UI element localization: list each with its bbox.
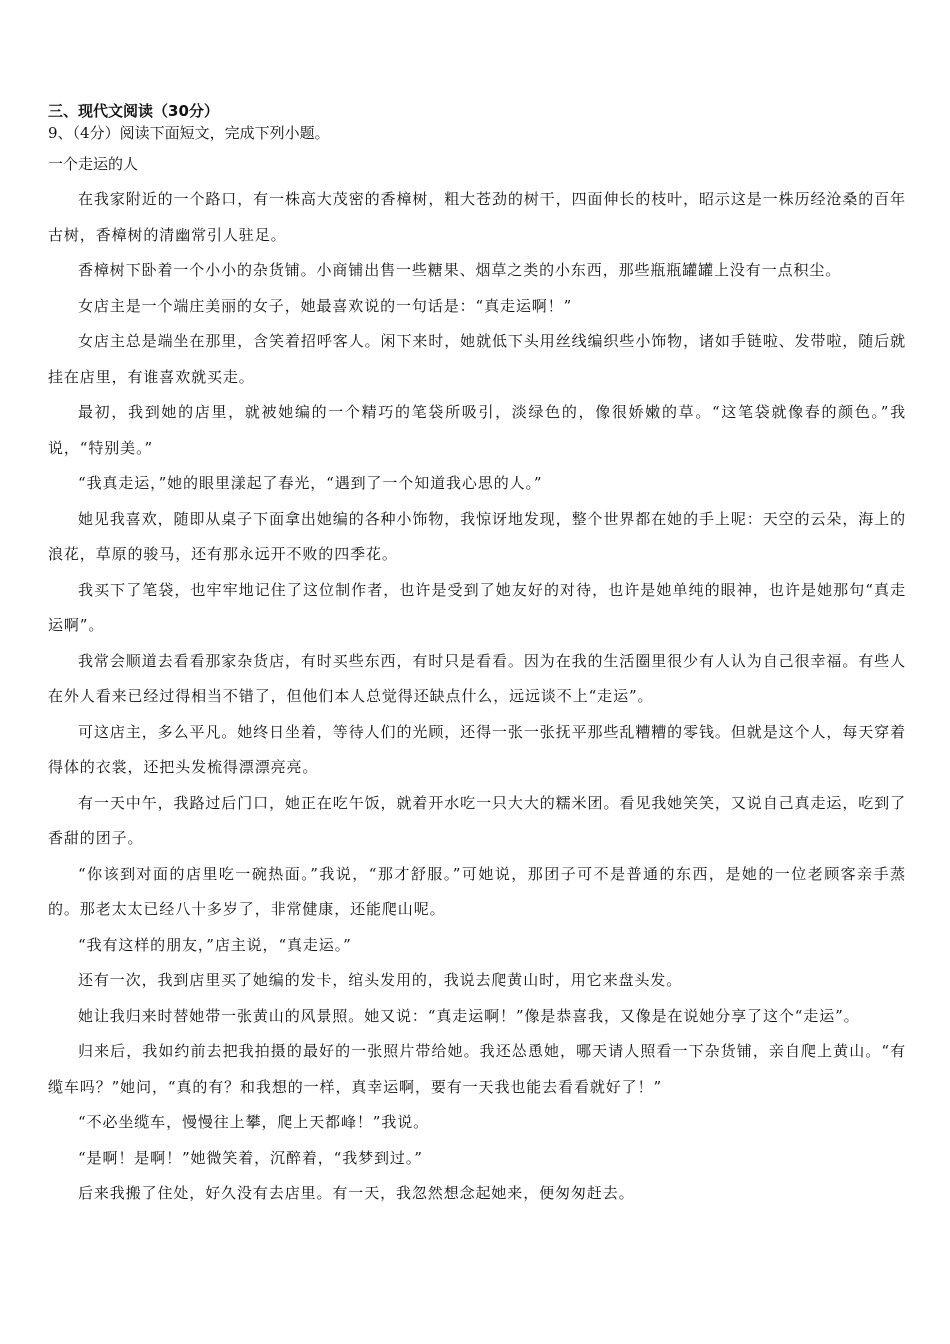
page-content (48, 100, 906, 1212)
story-paragraph: 女店主是一个端庄美丽的女子，她最喜欢说的一句话是：“真走运啊！” (78, 296, 573, 315)
story-body (48, 182, 906, 1212)
story-paragraph: 女店主总是端坐在那里，含笑着招呼客人。闲下来时，她就低下头用丝线编织些小饰物，诸如手链啦、发带啦，随后就挂在店里，有谁喜欢就买走。 (48, 332, 906, 386)
story-paragraph: 她让我归来时替她带一张黄山的风景照。她又说：“真走运啊！”像是恭喜我，又像是在说她分享了这个“走运”。 (78, 1006, 860, 1025)
story-paragraph: 最初，我到她的店里，就被她编的一个精巧的笔袋所吸引，淡绿色的，像很娇嫩的草。“这笔袋就像春的颜色。”我说，“特别美。” (48, 403, 906, 457)
story-paragraph: 在我家附近的一个路口，有一株高大茂密的香樟树，粗大苍劲的树干，四面伸长的枝叶，昭示这是一株历经沧桑的百年古树，香樟树的清幽常引人驻足。 (48, 190, 906, 244)
story-paragraph: 我买下了笔袋，也牢牢地记住了这位制作者，也许是受到了她友好的对待，也许是她单纯的眼神，也许是她那句“真走运啊”。 (48, 580, 906, 634)
story-paragraph: “不必坐缆车，慢慢往上攀，爬上天都峰！”我说。 (78, 1113, 430, 1131)
story-paragraph: “我真走运，”她的眼里漾起了春光，“遇到了一个知道我心思的人。” (78, 474, 543, 492)
story-paragraph: “是啊！是啊！”她微笑着，沉醉着，“我梦到过。” (78, 1148, 423, 1167)
story-paragraph: 香樟树下卧着一个小小的杂货铺。小商铺出售一些糖果、烟草之类的小东西，那些瓶瓶罐罐上没有一点积尘。 (78, 261, 842, 279)
story-paragraph: “我有这样的朋友，”店主说，“真走运。” (78, 935, 352, 954)
story-paragraph: 后来我搬了住处，好久没有去店里。有一天，我忽然想念起她来，便匆匆赶去。 (78, 1184, 635, 1202)
story-paragraph: 我常会顺道去看看那家杂货店，有时买些东西，有时只是看看。因为在我的生活圈里很少有人认为自己很幸福。有些人在外人看来已经过得相当不错了，但他们本人总觉得还缺点什么，远远谈不上“走运”。 (48, 651, 906, 705)
question-prompt: 9、（4分）阅读下面短文，完成下列小题。 (48, 124, 330, 142)
story-paragraph: 归来后，我如约前去把我拍摄的最好的一张照片带给她。我还怂恿她，哪天请人照看一下杂货铺，亲自爬上黄山。“有缆车吗？”她问，“真的有？和我想的一样，真幸运啊，要有一天我也能去看看就好了！” (48, 1042, 906, 1096)
story-paragraph: 有一天中午，我路过后门口，她正在吃午饭，就着开水吃一只大大的糯米团。看见我她笑笑，又说自己真走运，吃到了香甜的团子。 (48, 793, 906, 847)
story-paragraph: 还有一次，我到店里买了她编的发卡，绾头发用的，我说去爬黄山时，用它来盘头发。 (78, 971, 683, 989)
story-paragraph: “你该到对面的店里吃一碗热面。”我说，“那才舒服。”可她说，那团子可不是普通的东西，是她的一位老顾客亲手蒸的。那老太太已经八十多岁了，非常健康，还能爬山呢。 (48, 864, 906, 918)
story-paragraph: 可这店主，多么平凡。她终日坐着，等待人们的光顾，还得一张一张抚平那些乱糟糟的零钱。但就是这个人，每天穿着得体的衣裳，还把头发梳得漂漂亮亮。 (48, 722, 906, 776)
story-paragraph: 她见我喜欢，随即从桌子下面拿出她编的各种小饰物，我惊讶地发现，整个世界都在她的手上呢：天空的云朵，海上的浪花，草原的骏马，还有那永远开不败的四季花。 (48, 509, 906, 563)
story-title: 一个走运的人 (48, 155, 139, 173)
section-heading: 三、现代文阅读（30分） (48, 102, 219, 120)
